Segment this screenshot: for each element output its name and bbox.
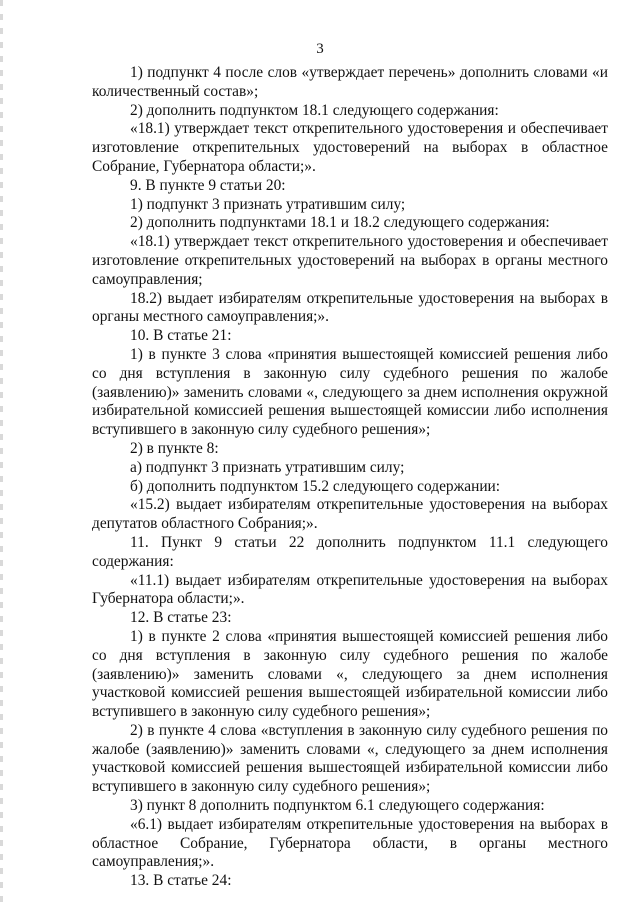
paragraph: 1) подпункт 3 признать утратившим силу; [130,195,406,213]
paragraph: 1) в пункте 3 слова «принятия вышестоящей комиссией решения либо со дня вступления в законную силу судебного решения по жалобе (заявлению)» заменить словами «, следующего за днем исполнения окружной избирательной комиссией решения вышестоящей комиссии либо исполнения вступившего в законную силу судебного решения»; [92,345,608,439]
paragraph: 1) в пункте 2 слова «принятия вышестоящей комиссией решения либо со дня вступления в законную силу судебного решения по жалобе (заявлению)» заменить словами «, следующего за днем исполнения участковой комиссией решения вышестоящей избирательной комиссии либо вступившего в законную силу судебного решения»; [92,627,608,721]
paragraph: «18.1) утверждает текст открепительного удостоверения и обеспечивает изготовление открепительных удостоверений на выборах в органы местного самоуправления; [92,233,608,288]
paragraph: 11. Пункт 9 статьи 22 дополнить подпунктом 11.1 следующего содержания: [92,533,608,570]
paragraph: 2) в пункте 4 слова «вступления в законную силу судебного решения по жалобе (заявлению)» заменить словами «, следующего за днем исполнения участковой комиссией решения вышестоящей избирательной комиссии либо вступившего в законную силу судебного решения»; [92,721,608,796]
paragraph: 2) дополнить подпунктом 18.1 следующего содержания: [130,101,499,119]
paragraph: «15.2) выдает избирателям открепительные удостоверения на выборах депутатов областного Собрания;». [92,496,608,533]
paragraph: 18.2) выдает избирателям открепительные удостоверения на выборах в органы местного самоуправления;». [92,289,608,326]
paragraph: 12. В статье 23: [130,609,232,627]
paragraph: а) подпункт 3 признать утратившим силу; [130,458,405,476]
paragraph: «6.1) выдает избирателям открепительные удостоверения на выборах в областное Собрание, Губернатора области, в органы местного самоуправления;». [92,815,608,871]
paragraph: 1) подпункт 4 после слов «утверждает перечень» дополнить словами «и количественный состав»; [92,64,608,100]
paragraph: 2) в пункте 8: [130,439,219,457]
paragraph: 10. В статье 21: [130,327,232,345]
paragraph: 9. В пункте 9 статьи 20: [130,176,286,194]
paragraph: «11.1) выдает избирателям открепительные удостоверения на выборах Губернатора области;». [92,571,608,608]
paragraph: 13. В статье 24: [130,872,232,890]
document-body [92,64,608,891]
page-number: 3 [316,41,324,57]
paragraph: 3) пункт 8 дополнить подпунктом 6.1 следующего содержания: [130,797,545,815]
scan-edge [0,0,3,905]
paragraph: «18.1) утверждает текст открепительного удостоверения и обеспечивает изготовление открепительных удостоверений на выборах в областное Собрание, Губернатора области;». [92,120,608,175]
paragraph: б) дополнить подпунктом 15.2 следующего содержании: [130,477,501,495]
paragraph: 2) дополнить подпунктами 18.1 и 18.2 следующего содержания: [130,214,550,232]
